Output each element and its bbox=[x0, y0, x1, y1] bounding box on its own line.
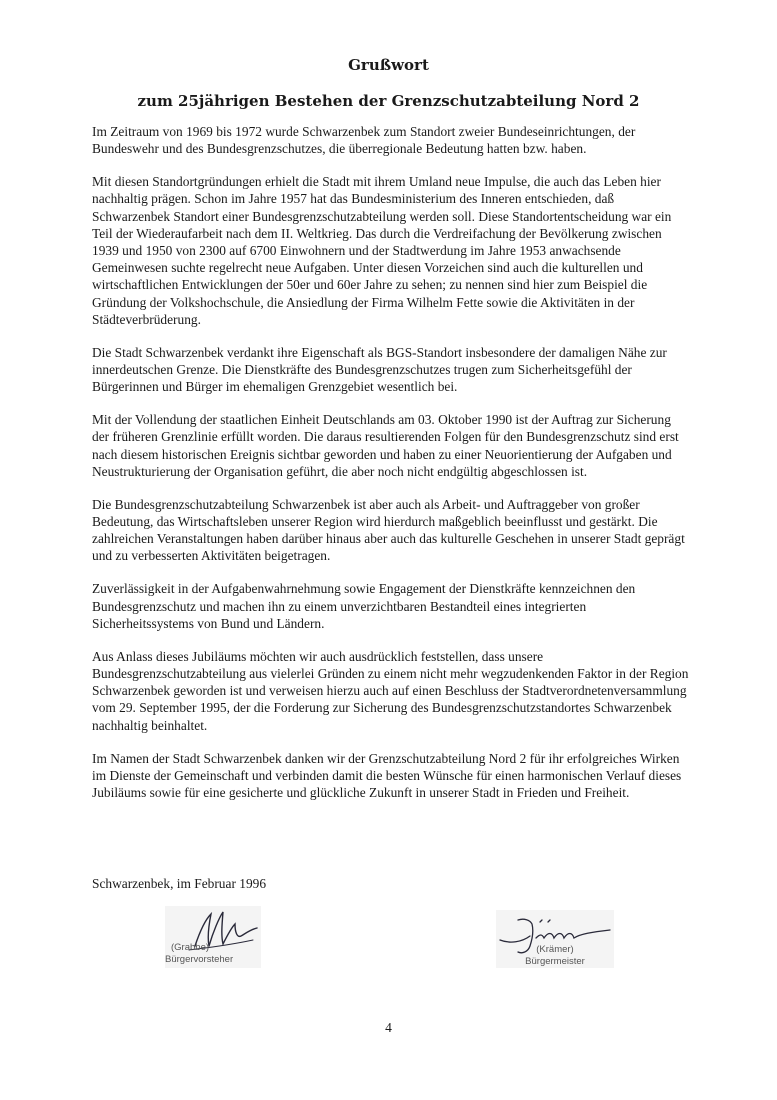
paragraph-8: Im Namen der Stadt Schwarzenbek danken wir der Grenzschutzabteilung Nord 2 für ihr erfolgreiches Wirken im Dienste der Gemeinschaft und verbinden damit die besten Wünsche für einen harmonischen Verlauf dieses Jubiläums sowie für eine gesicherte und glückliche Zukunft in unserer Stadt in Frieden und Freiheit. bbox=[92, 750, 682, 801]
document-title: Grußwort bbox=[348, 56, 429, 74]
dateline: Schwarzenbek, im Februar 1996 bbox=[92, 876, 267, 891]
paragraph-7: Aus Anlass dieses Jubiläums möchten wir auch ausdrücklich feststellen, dass unsere Bundesgrenzschutzabteilung aus vielerlei Gründen zu einem nicht mehr wegzudenkenden Faktor in der Region Schwarzenbek geworden ist und verweisen hierzu auch auf einen Beschluss der Stadtverordnetenversammlung vom 29. September 1995, der die Forderung zur Sicherung des Bundesgrenzschutzstandortes Schwarzenbek nachhaltig beinhaltet. bbox=[92, 648, 689, 733]
paragraph-6: Zuverlässigkeit in der Aufgabenwahrnehmung sowie Engagement der Dienstkräfte kennzeichnen den Bundesgrenzschutz und machen ihn zu einem unverzichtbaren Bestandteil eines integrierten Sicherheitssystems von Bund und Ländern. bbox=[92, 581, 636, 631]
signature-name-1: (Grabbe) bbox=[171, 942, 210, 953]
paragraph-4: Mit der Vollendung der staatlichen Einheit Deutschlands am 03. Oktober 1990 ist der Auftrag zur Sicherung der früheren Grenzlinie erfüllt worden. Die daraus resultierenden Folgen für den Bundesgrenzschutz sind erst nach diesem historischen Ereignis sichtbar geworden und haben zu einer Neuorientierung der Aufgaben und Neustrukturierung der Organisation geführt, die aber noch nicht endgültig abgeschlossen ist. bbox=[92, 412, 679, 479]
paragraph-2: Mit diesen Standortgründungen erhielt die Stadt mit ihrem Umland neue Impulse, die auch das Leben hier nachhaltig prägen. Schon im Jahre 1957 hat das Bundesministerium des Inneren entschieden, daß Schwarzenbek Standort einer Bundesgrenzschutzabteilung werden soll. Diese Standortentscheidung war ein Teil der Wiederaufarbeit nach dem II. Weltkrieg. Das durch die Verdreifachung der Bevölkerung zwischen 1939 und 1950 von 2300 auf 6700 Einwohnern und der Stadtwerdung im Jahre 1953 anwachsende Gemeinwesen suchte regelrecht neue Aufgaben. Unter diesen Vorzeichen sind auch die kulturellen und wirtschaftlichen Entwicklungen der 50er und 60er Jahre zu sehen; zu nennen sind hier zum Beispiel die Gründung der Volkshochschule, die Ansiedlung der Firma Wilhelm Fette sowie die Aktivitäten in der Städteverbrüderung. bbox=[92, 174, 672, 327]
signature-role-1: Bürgervorsteher bbox=[165, 954, 234, 965]
signature-name-2: (Krämer) bbox=[536, 944, 574, 955]
paragraph-3: Die Stadt Schwarzenbek verdankt ihre Eigenschaft als BGS-Standort insbesondere der damaligen Nähe zur innerdeutschen Grenze. Die Dienstkräfte des Bundesgrenzschutzes trugen zum Sicherheitsgefühl der Bürgerinnen und Bürger im ehemaligen Grenzgebiet wesentlich bei. bbox=[92, 344, 667, 395]
paragraph-1: Im Zeitraum von 1969 bis 1972 wurde Schwarzenbek zum Standort zweier Bundeseinrichtungen, der Bundeswehr und des Bundesgrenzschutzes, die überregionale Bedeutung hatten bzw. haben. bbox=[92, 124, 636, 157]
signature-buergervorsteher bbox=[165, 906, 261, 968]
signature-role-2: Bürgermeister bbox=[525, 956, 585, 967]
page-number: 4 bbox=[385, 1020, 392, 1035]
document-subtitle: zum 25jährigen Bestehen der Grenzschutzabteilung Nord 2 bbox=[137, 92, 640, 110]
document-body bbox=[92, 123, 690, 817]
signature-buergermeister bbox=[496, 910, 614, 968]
paragraph-5: Die Bundesgrenzschutzabteilung Schwarzenbek ist aber auch als Arbeit- und Auftraggeber von großer Bedeutung, das Wirtschaftsleben unserer Region wird hierdurch maßgeblich beeinflusst und gestärkt. Die zahlreichen Veranstaltungen haben darüber hinaus aber auch das kulturelle Geschehen in unserer Stadt geprägt und zu verbesserten Aktivitäten beigetragen. bbox=[92, 496, 685, 564]
